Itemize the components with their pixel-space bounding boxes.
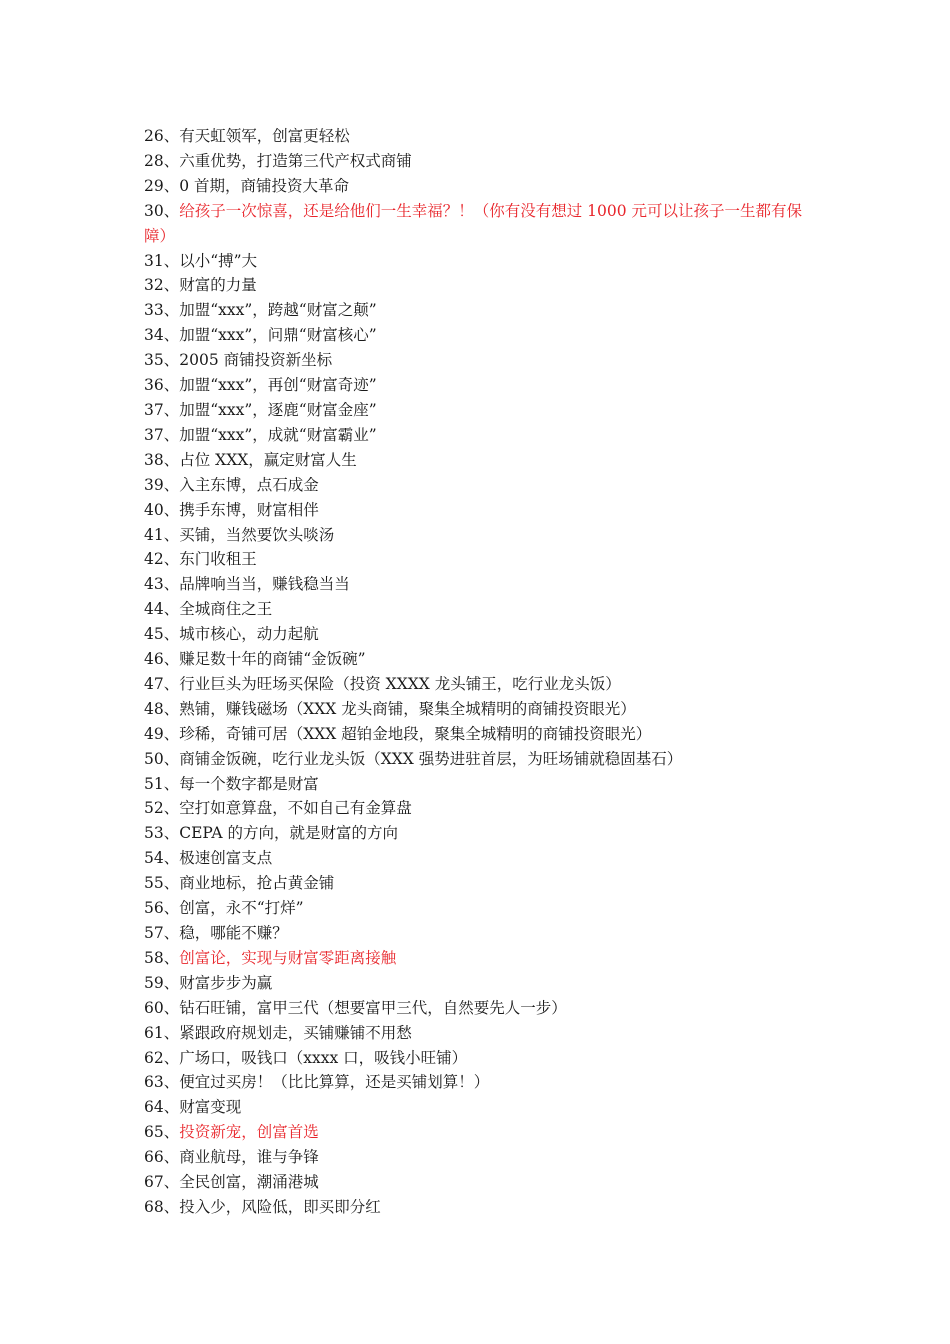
item-text: 创富论，实现与财富零距离接触 [179,948,397,967]
item-number: 66、 [144,1148,180,1167]
list-item [144,249,814,274]
list-item [144,199,814,249]
list-item [144,772,814,797]
list-item [144,298,814,323]
list-item [144,498,814,523]
item-number: 31、 [144,251,180,270]
item-text: 2005 商铺投资新坐标 [179,351,333,370]
list-item [144,1145,814,1170]
item-number: 32、 [144,276,180,295]
list-item [144,174,814,199]
item-number: 59、 [144,973,180,992]
list-item [144,1120,814,1145]
item-number: 39、 [144,475,180,494]
list-item [144,1170,814,1195]
item-number: 33、 [144,301,180,320]
list-item [144,398,814,423]
item-number: 42、 [144,550,180,569]
item-number: 37、 [144,425,180,444]
item-text: 财富步步为赢 [179,973,273,992]
item-text: 入主东博，点石成金 [179,475,319,494]
item-number: 40、 [144,500,180,519]
item-number: 46、 [144,650,180,669]
item-number: 62、 [144,1048,180,1067]
item-number: 38、 [144,450,180,469]
item-number: 64、 [144,1098,180,1117]
item-number: 65、 [144,1123,180,1142]
item-text: 以小“搏”大 [179,251,258,270]
list-item [144,921,814,946]
item-text: 便宜过买房！（比比算算，还是买铺划算！） [179,1073,490,1092]
item-text: 品牌响当当，赚钱稳当当 [179,575,350,594]
item-text: 空打如意算盘，不如自己有金算盘 [179,799,412,818]
list-item [144,647,814,672]
item-text: 商铺金饭碗，吃行业龙头饭（XXX 强势进驻首层，为旺场铺就稳固基石） [179,749,683,768]
list-item [144,348,814,373]
item-text: 珍稀，奇铺可居（XXX 超铂金地段，聚集全城精明的商铺投资眼光） [179,724,652,743]
item-text: 商业航母，谁与争锋 [179,1148,319,1167]
item-text: 钻石旺铺，富甲三代（想要富甲三代，自然要先人一步） [179,998,567,1017]
list-item [144,971,814,996]
list-item [144,448,814,473]
list-item [144,896,814,921]
item-text: 稳，哪能不赚？ [179,924,288,942]
item-text: 赚足数十年的商铺“金饭碗” [179,650,366,669]
item-number: 37、 [144,400,180,419]
item-text: 极速创富支点 [179,849,273,868]
item-number: 68、 [144,1197,180,1216]
list-item [144,597,814,622]
list-item [144,1070,814,1095]
list-item [144,747,814,772]
item-text: 财富变现 [179,1098,242,1117]
item-number: 58、 [144,948,180,967]
item-text: 投入少，风险低，即买即分红 [179,1197,381,1216]
item-number: 60、 [144,998,180,1017]
item-text: CEPA 的方向，就是财富的方向 [179,824,399,843]
list-item [144,423,814,448]
item-number: 28、 [144,151,180,170]
list-item [144,846,814,871]
item-number: 35、 [144,351,180,370]
list-item [144,1046,814,1071]
item-number: 55、 [144,874,180,893]
item-number: 57、 [144,924,180,942]
item-text: 投资新宠，创富首选 [179,1123,319,1142]
item-text: 加盟“xxx”，成就“财富霸业” [179,425,377,444]
list-item [144,572,814,597]
item-number: 61、 [144,1023,180,1042]
list-item [144,622,814,647]
item-text: 城市核心，动力起航 [179,625,319,644]
item-text: 加盟“xxx”，问鼎“财富核心” [179,326,377,345]
item-number: 54、 [144,849,180,868]
list-item [144,796,814,821]
list-item [144,722,814,747]
item-number: 41、 [144,525,180,544]
item-text: 携手东博，财富相伴 [179,500,319,519]
item-text: 行业巨头为旺场买保险（投资 XXXX 龙头铺王，吃行业龙头饭） [179,674,621,693]
item-number: 34、 [144,326,180,345]
item-number: 50、 [144,749,180,768]
item-number: 52、 [144,799,180,818]
list-item [144,821,814,846]
item-number: 44、 [144,600,180,619]
item-number: 47、 [144,674,180,693]
list-item [144,323,814,348]
list-item [144,946,814,971]
item-number: 26、 [144,127,180,145]
list-item [144,273,814,298]
item-text: 全民创富，潮涌港城 [179,1173,319,1192]
item-text: 广场口，吸钱口（xxxx 口，吸钱小旺铺） [179,1048,468,1067]
item-number: 63、 [144,1073,180,1092]
list-item [144,1095,814,1120]
item-text: 加盟“xxx”，逐鹿“财富金座” [179,400,377,419]
list-item [144,547,814,572]
item-text: 加盟“xxx”，再创“财富奇迹” [179,376,377,395]
item-text: 财富的力量 [179,276,257,295]
item-text: 占位 XXX，赢定财富人生 [179,450,357,469]
item-number: 48、 [144,699,180,718]
item-text: 0 首期，商铺投资大革命 [179,176,350,195]
item-text: 每一个数字都是财富 [179,774,319,793]
item-number: 45、 [144,625,180,644]
list-item [144,672,814,697]
item-text: 加盟“xxx”，跨越“财富之颠” [179,301,377,320]
list-item [144,149,814,174]
item-text: 给孩子一次惊喜，还是给他们一生幸福？！（你有没有想过 1000 元可以让孩子一生都有保障） [144,201,803,245]
item-number: 43、 [144,575,180,594]
list-item [144,373,814,398]
item-text: 有天虹领军，创富更轻松 [179,127,350,145]
list-item [144,871,814,896]
list-item [144,523,814,548]
item-text: 全城商住之王 [179,600,273,619]
item-text: 熟铺，赚钱磁场（XXX 龙头商铺，聚集全城精明的商铺投资眼光） [179,699,636,718]
item-text: 创富，永不“打烊” [179,899,304,918]
item-text: 买铺，当然要饮头啖汤 [179,525,335,544]
item-text: 紧跟政府规划走，买铺赚铺不用愁 [179,1023,412,1042]
item-text: 商业地标，抢占黄金铺 [179,874,335,893]
item-text: 东门收租王 [179,550,257,569]
item-number: 67、 [144,1173,180,1192]
item-number: 36、 [144,376,180,395]
item-number: 29、 [144,176,180,195]
list-item [144,697,814,722]
list-item [144,473,814,498]
list-item [144,1195,814,1220]
item-number: 51、 [144,774,180,793]
item-number: 53、 [144,824,180,843]
item-number: 30、 [144,201,180,220]
item-text: 六重优势，打造第三代产权式商铺 [179,151,412,170]
list-item [144,124,814,149]
slogan-list [144,124,814,1220]
list-item [144,1021,814,1046]
item-number: 49、 [144,724,180,743]
list-item [144,996,814,1021]
item-number: 56、 [144,899,180,918]
